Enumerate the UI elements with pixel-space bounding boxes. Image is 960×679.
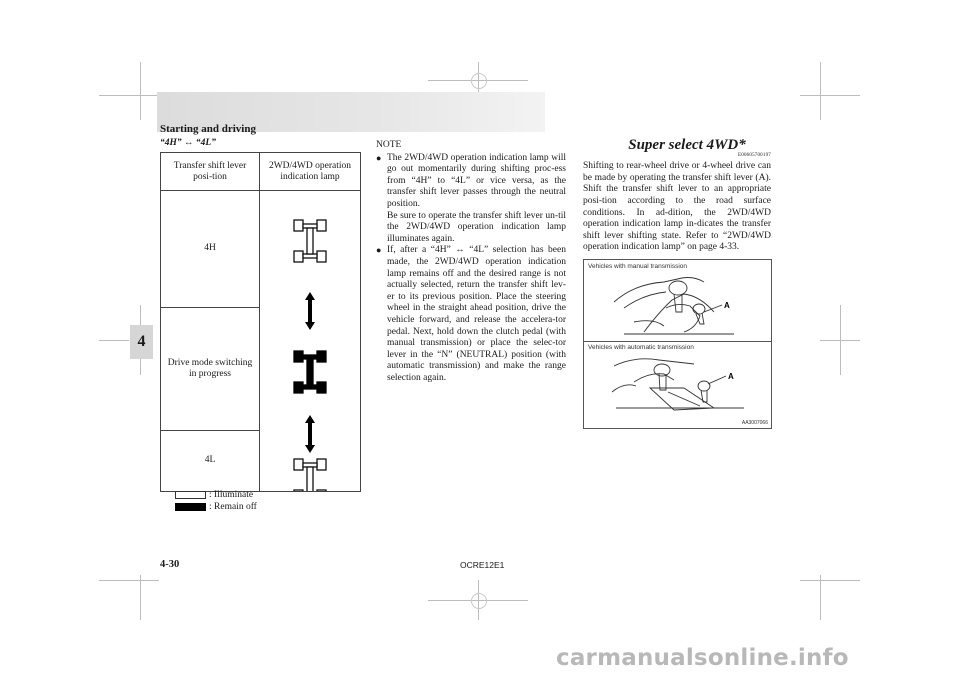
super-select-section xyxy=(583,137,771,254)
legend-solid-swatch xyxy=(175,503,206,511)
note-item-1 xyxy=(376,153,566,246)
drive-lamp-illuminate-icon xyxy=(294,459,326,491)
note-item-1-para-1: The 2WD/4WD operation indication lamp will go out momentarily during shifting proc-ess from “4H” to “4L” or vice versa, as the transfer shift lever passes through the neutral position. xyxy=(387,152,566,209)
auto-shift-drawing xyxy=(604,352,759,414)
section-title: Starting and driving xyxy=(160,123,256,135)
table-header-row xyxy=(161,153,361,191)
table-row xyxy=(161,191,361,308)
column-header-position: Transfer shift lever posi-tion xyxy=(161,153,260,191)
page-number: 4-30 xyxy=(160,559,180,570)
label-a-auto: A xyxy=(728,372,734,381)
figure-code: AA3007066 xyxy=(741,420,768,426)
double-arrow-icon xyxy=(305,415,315,453)
bullet-icon: ● xyxy=(376,152,382,163)
bullet-icon: ● xyxy=(376,245,382,256)
legend-illuminate xyxy=(175,490,253,500)
watermark: carmanualsonline.info xyxy=(556,645,849,671)
mode-table xyxy=(160,152,361,492)
caption-auto: Vehicles with automatic transmission xyxy=(588,344,694,351)
figure-divider xyxy=(584,341,771,342)
legend-outline-swatch xyxy=(175,491,206,499)
note-item-2 xyxy=(376,245,566,384)
note-item-1-para-2: Be sure to operate the transfer shift lever un-til the 2WD/4WD operation indication lamp illuminates again. xyxy=(387,210,566,244)
super-select-body: Shifting to rear-wheel drive or 4-wheel drive can be made by operating the transfer shift lever (A). Shift the transfer shift lever to an appropriate posi-tion according to the road surface conditions. In ad-dition, the 2WD/4WD operation indication lamp in-dicates the transfer shift lever shifting state. Refer to “2WD/4WD operation indication lamp” on page 4-33. xyxy=(583,161,771,253)
shift-lever-figure xyxy=(583,259,772,429)
note-label: NOTE xyxy=(376,140,402,150)
position-cell-4l: 4L xyxy=(161,430,260,491)
legend-remain-off xyxy=(175,502,257,512)
position-cell-4h: 4H xyxy=(161,191,260,308)
super-select-heading: Super select 4WD* xyxy=(628,137,746,153)
lamp-diagram xyxy=(260,191,360,491)
chapter-tab: 4 xyxy=(130,325,153,359)
caption-manual: Vehicles with manual transmission xyxy=(588,263,687,270)
label-a-manual: A xyxy=(724,301,730,310)
note-item-2-para: If, after a “4H” ↔ “4L” selection has been made, the 2WD/4WD operation indication lamp remains off and the desired range is not actually selected, return the transfer shift lev-er to its previous position. Place the steering wheel in the straight ahead position, drive the vehicle forward, and release the accelera-tor pedal. Next, hold down the clutch pedal (with manual transmission) or place the selec-tor lever in the “N” (NEUTRAL) position (with automatic transmission) and make the range selection again. xyxy=(387,245,566,383)
document-code: OCRE12E1 xyxy=(460,560,505,570)
legend-remain-off-label: : Remain off xyxy=(209,502,257,512)
manual-shift-drawing xyxy=(604,272,754,340)
lamp-cell xyxy=(260,191,361,492)
section-code: E00605700197 xyxy=(738,152,771,158)
column-header-lamp: 2WD/4WD operation indication lamp xyxy=(260,153,361,191)
drive-lamp-illuminate-icon xyxy=(294,220,326,262)
legend-illuminate-label: : Illuminate xyxy=(209,490,254,500)
subheading: “4H” ↔ “4L” xyxy=(160,138,216,148)
position-cell-switching: Drive mode switching in progress xyxy=(161,307,260,430)
drive-lamp-off-icon xyxy=(294,351,326,393)
note-section xyxy=(376,140,566,384)
double-arrow-icon xyxy=(305,292,315,330)
